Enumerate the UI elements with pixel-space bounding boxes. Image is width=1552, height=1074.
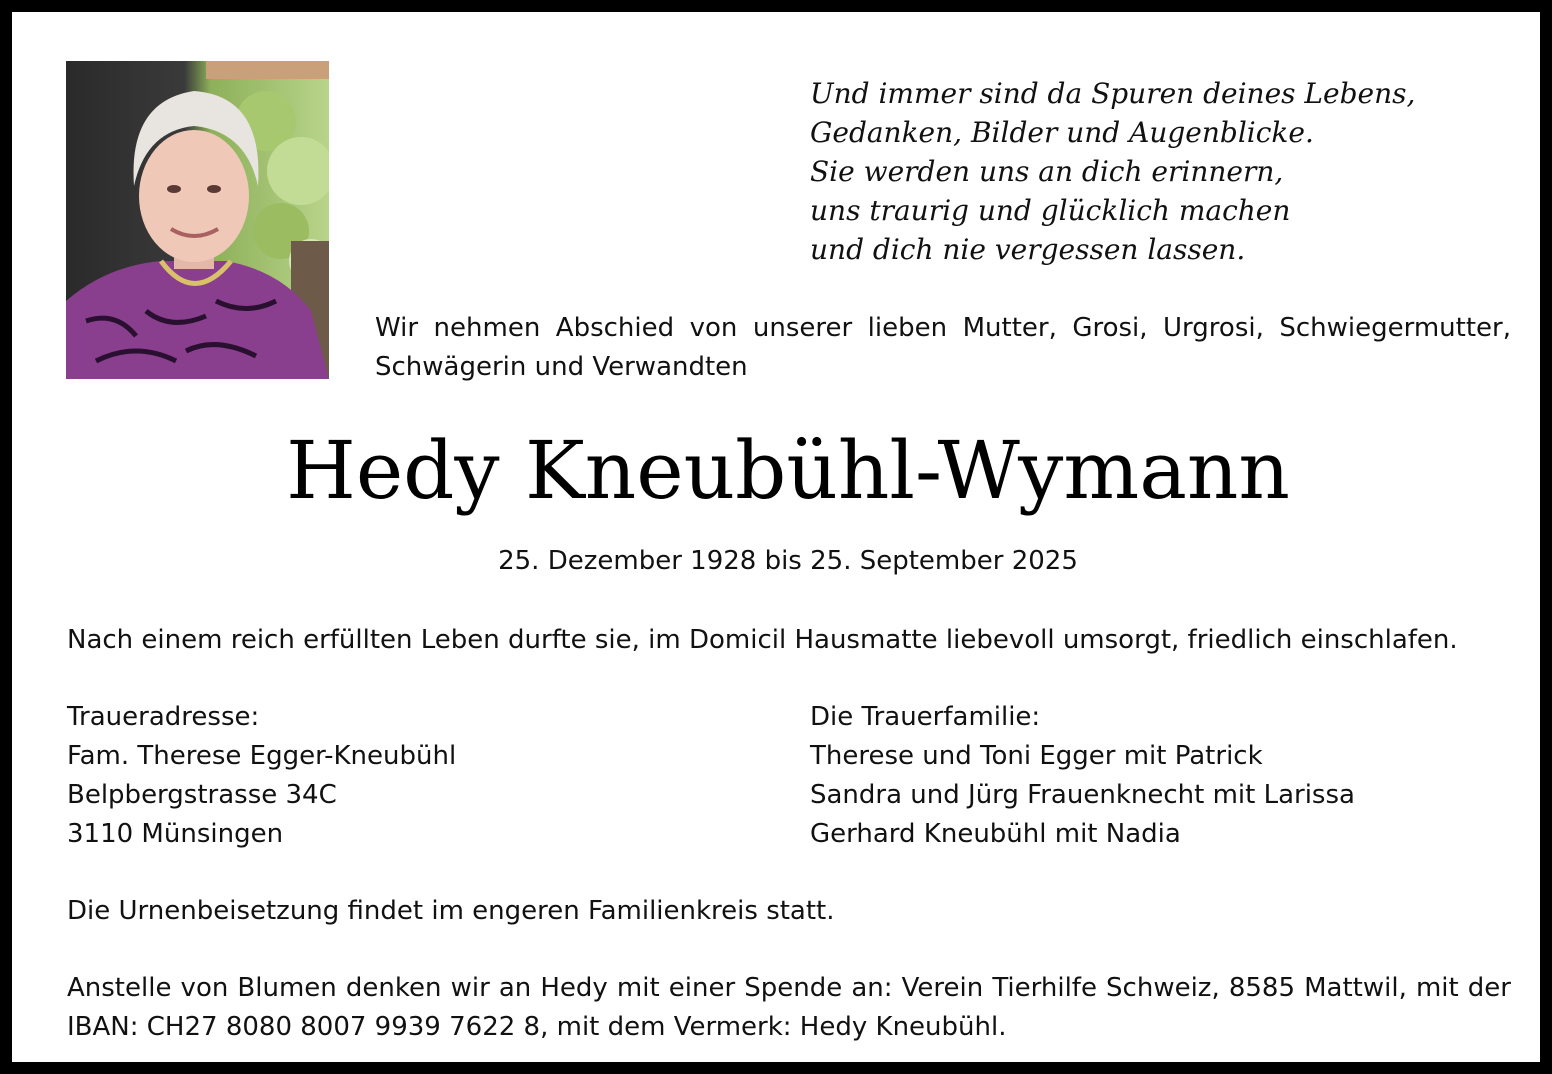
portrait-illustration (66, 61, 329, 379)
mourning-address-line: Fam. Therese Egger-Kneubühl (67, 741, 457, 771)
mourning-family-line: Sandra und Jürg Frauenknecht mit Larissa (810, 780, 1355, 810)
mourning-family-line: Gerhard Kneubühl mit Nadia (810, 819, 1181, 849)
passing-text: Nach einem reich erfüllten Leben durfte sie, im Domicil Hausmatte liebevoll umsorgt, friedlich einschlafen. (67, 625, 1458, 655)
poem-line: Gedanken, Bilder und Augenblicke. (810, 116, 1314, 149)
donation-text: Anstelle von Blumen denken wir an Hedy mit einer Spende an: Verein Tierhilfe Schweiz, 8585 Mattwil, mit der IBAN: CH27 8080 8007 9939 7622 8, mit dem Vermerk: Hedy Kneubühl. (67, 973, 1511, 1042)
life-dates: 25. Dezember 1928 bis 25. September 2025 (498, 546, 1078, 576)
mourning-address-line: Belpbergstrasse 34C (67, 780, 337, 810)
mourning-address (67, 698, 456, 854)
poem-line: Und immer sind da Spuren deines Lebens, (810, 77, 1416, 110)
burial-text: Die Urnenbeisetzung findet im engeren Familienkreis statt. (67, 896, 835, 926)
mourning-address-line: 3110 Münsingen (67, 819, 284, 849)
poem (810, 74, 1530, 269)
poem-line: uns traurig und glücklich machen (810, 194, 1291, 227)
deceased-name: Hedy Kneubühl-Wymann (286, 424, 1290, 517)
portrait-photo (66, 61, 329, 379)
mourning-family-line: Therese und Toni Egger mit Patrick (810, 741, 1263, 771)
poem-line: Sie werden uns an dich erinnern, (810, 155, 1284, 188)
poem-line: und dich nie vergessen lassen. (810, 233, 1246, 266)
mourning-address-heading: Traueradresse: (67, 702, 260, 732)
farewell-intro: Wir nehmen Abschied von unserer lieben Mutter, Grosi, Urgrosi, Schwiegermutter, Schwägerin und Verwandten (375, 313, 1511, 382)
mourning-family-heading: Die Trauerfamilie: (810, 702, 1041, 732)
mourning-family (810, 698, 1355, 854)
